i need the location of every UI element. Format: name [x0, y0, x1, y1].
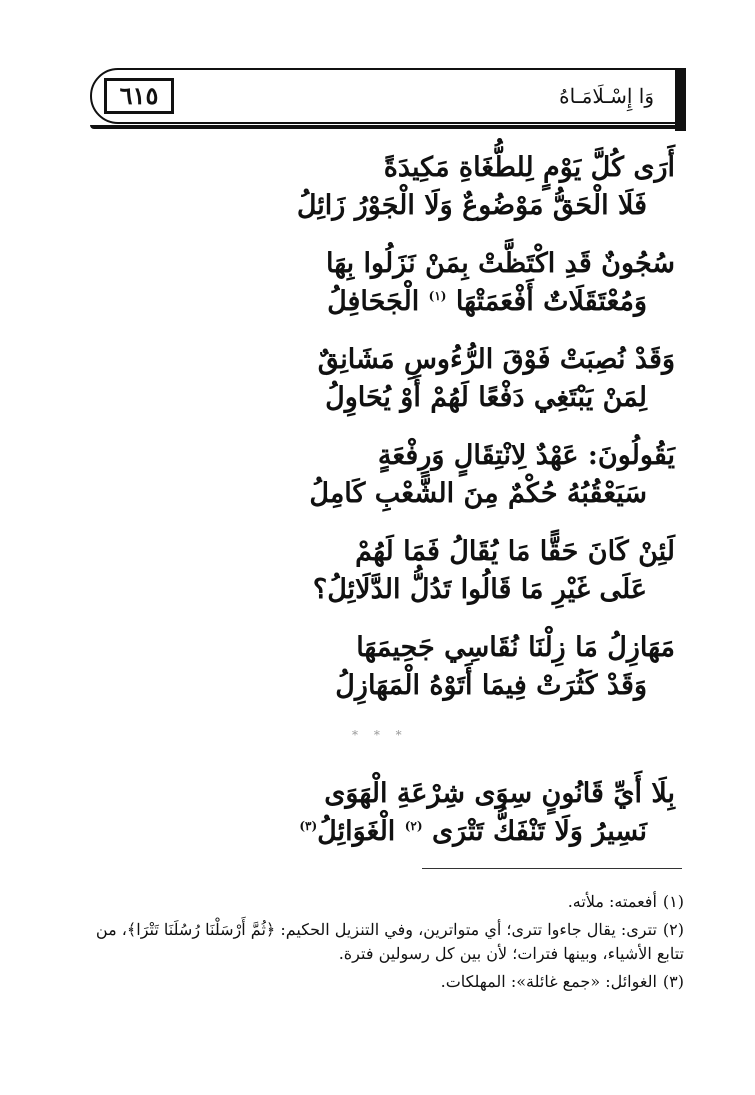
footnotes	[72, 890, 684, 998]
verse-first-hemistich: أَرَى كُلَّ يَوْمٍ لِلطُّغَاةِ مَكِيدَةً	[383, 152, 675, 183]
footnote-text: أفعمته: ملأته.	[567, 892, 657, 911]
footnote-marker: (١)	[428, 289, 447, 303]
page-header	[90, 68, 686, 124]
verse	[80, 426, 675, 522]
header-bar	[675, 68, 686, 131]
verse-second-hemistich: نَسِيرُ وَلَا تَنْفَكُّ تَتْرَى $^{(٢)}$ الْغَوَائِلُ$^{(٣)}$	[299, 816, 647, 847]
section-separator: * * *	[352, 728, 408, 742]
verse-first-hemistich: لَئِنْ كَانَ حَقًّا مَا يُقَالُ فَمَا لَهُمْ	[355, 536, 675, 567]
verse	[80, 618, 675, 714]
page-number: ٦١٥	[104, 78, 174, 114]
footnote-number: (١)	[662, 892, 684, 911]
footnote-rule	[422, 868, 682, 869]
verse-second-hemistich: لِمَنْ يَبْتَغِي دَفْعًا لَهُمْ أَوْ يُحَاوِلُ	[325, 382, 647, 413]
verse-second-hemistich: فَلَا الْحَقُّ مَوْضُوعٌ وَلَا الْجَوْرُ زَائِلُ	[296, 190, 647, 221]
verse-second-hemistich: وَمُعْتَقَلَاتٌ أَفْعَمَتْهَا $^{(١)}$ الْجَحَافِلُ	[327, 286, 647, 317]
footnote-text: تترى: يقال جاءوا تترى؛ أي متواترين، وفي التنزيل الحكيم: ﴿ثُمَّ أَرْسَلْنَا رُسُلَنَا تَتْرَا﴾، من تتابع الأشياء، وبينها فترات؛ لأن بين كل رسولين فترة.	[95, 920, 684, 963]
footnote-number: (٢)	[662, 920, 684, 939]
poem	[80, 138, 675, 714]
running-title: وَا إِسْـلَامَـاهُ	[559, 84, 654, 108]
verse-first-hemistich: بِلَا أَيِّ قَانُونٍ سِوَى شِرْعَةِ الْهَوَى	[324, 778, 675, 809]
verse-first-hemistich: مَهَازِلُ مَا زِلْنَا نُقَاسِي جَحِيمَهَا	[356, 632, 675, 663]
footnote	[72, 890, 684, 914]
verse	[80, 330, 675, 426]
footnote-number: (٣)	[662, 972, 684, 991]
footnote	[72, 970, 684, 994]
verse-first-hemistich: سُجُونٌ قَدِ اكْتَظَّتْ بِمَنْ نَزَلُوا بِهَا	[325, 248, 675, 279]
verse-first-hemistich: يَقُولُونَ: عَهْدٌ لِانْتِقَالٍ وَرِفْعَةٍ	[377, 440, 675, 471]
footnote-marker: (٣)	[299, 819, 318, 833]
verse-second-hemistich: وَقَدْ كَثُرَتْ فِيمَا أَتَوْهُ الْمَهَازِلُ	[335, 670, 647, 701]
poem-continued	[80, 764, 675, 860]
verse	[80, 138, 675, 234]
verse	[80, 522, 675, 618]
footnote	[72, 918, 684, 966]
footnote-marker: (٢)	[404, 819, 423, 833]
verse	[80, 234, 675, 330]
verse-first-hemistich: وَقَدْ نُصِبَتْ فَوْقَ الرُّءُوسِ مَشَانِقٌ	[317, 344, 675, 375]
footnote-text: الغوائل: «جمع غائلة»: المهلكات.	[440, 972, 657, 991]
verse-second-hemistich: عَلَى غَيْرِ مَا قَالُوا تَدُلُّ الدَّلَائِلُ؟	[312, 574, 647, 605]
verse	[80, 764, 675, 860]
verse-second-hemistich: سَيَعْقُبُهُ حُكْمٌ مِنَ الشَّعْبِ كَامِلُ	[309, 478, 647, 509]
